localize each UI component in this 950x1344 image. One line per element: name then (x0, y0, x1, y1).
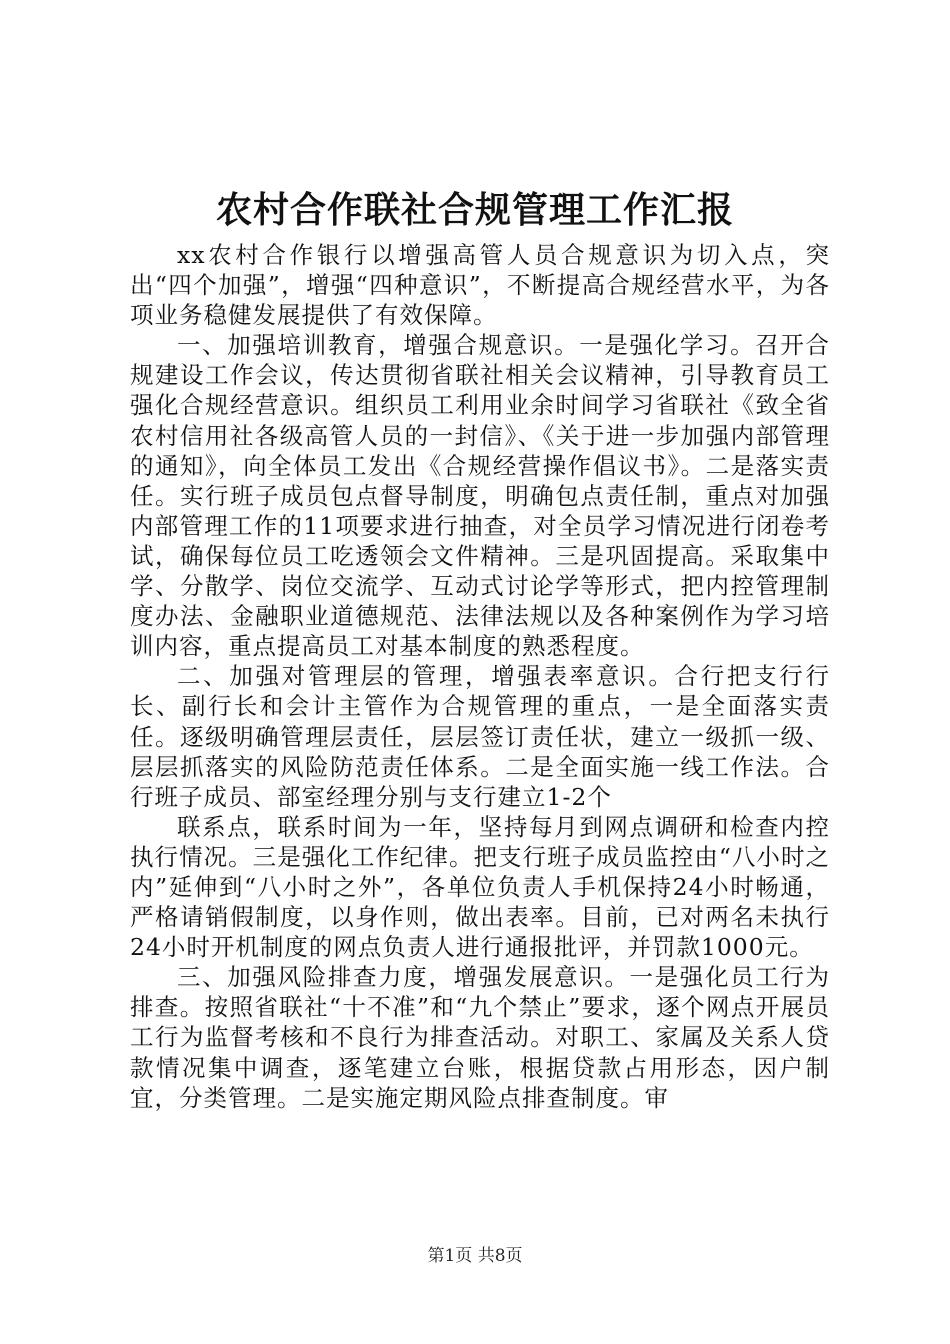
paragraph-section-two: 二、加强对管理层的管理，增强表率意识。合行把支行行长、副行长和会计主管作为合规管理的重点，一是全面落实责任。逐级明确管理层责任，层层签订责任状，建立一级抓一级、层层抓落实的风险防范责任体系。二是全面实施一线工作法。合行班子成员、部室经理分别与支行建立1-2个 (130, 662, 830, 811)
page-title: 农村合作联社合规管理工作汇报 (215, 189, 734, 231)
page-footer: 第1页 共8页 (427, 1246, 523, 1266)
paragraph-section-two-continued: 联系点，联系时间为一年，坚持每月到网点调研和检查内控执行情况。三是强化工作纪律。把支行班子成员监控由“八小时之内”延伸到“八小时之外”，各单位负责人手机保持24小时畅通，严格请销假制度，以身作则，做出表率。目前，已对两名未执行24小时开机制度的网点负责人进行通报批评，并罚款1000元。 (130, 812, 830, 962)
paragraph-section-three: 三、加强风险排查力度，增强发展意识。一是强化员工行为排查。按照省联社“十不准”和“九个禁止”要求，逐个网点开展员工行为监督考核和不良行为排查活动。对职工、家属及关系人贷款情况集中调查，逐笔建立台账，根据贷款占用形态，因户制宜，分类管理。二是实施定期风险点排查制度。审 (130, 963, 830, 1112)
paragraph-section-one: 一、加强培训教育，增强合规意识。一是强化学习。召开合规建设工作会议，传达贯彻省联社相关会议精神，引导教育员工强化合规经营意识。组织员工利用业余时间学习省联社《致全省农村信用社各级高管人员的一封信》、《关于进一步加强内部管理的通知》，向全体员工发出《合规经营操作倡议书》。二是落实责任。实行班子成员包点督导制度，明确包点责任制，重点对加强内部管理工作的11项要求进行抽查，对全员学习情况进行闭卷考试，确保每位员工吃透领会文件精神。三是巩固提高。采取集中学、分散学、岗位交流学、互动式讨论学等形式，把内控管理制度办法、金融职业道德规范、法律法规以及各种案例作为学习培训内容，重点提高员工对基本制度的熟悉程度。 (130, 331, 830, 661)
paragraph-intro: xx农村合作银行以增强高管人员合规意识为切入点，突出“四个加强”，增强“四种意识”，不断提高合规经营水平，为各项业务稳健发展提供了有效保障。 (130, 241, 830, 330)
document-body (130, 240, 830, 1113)
